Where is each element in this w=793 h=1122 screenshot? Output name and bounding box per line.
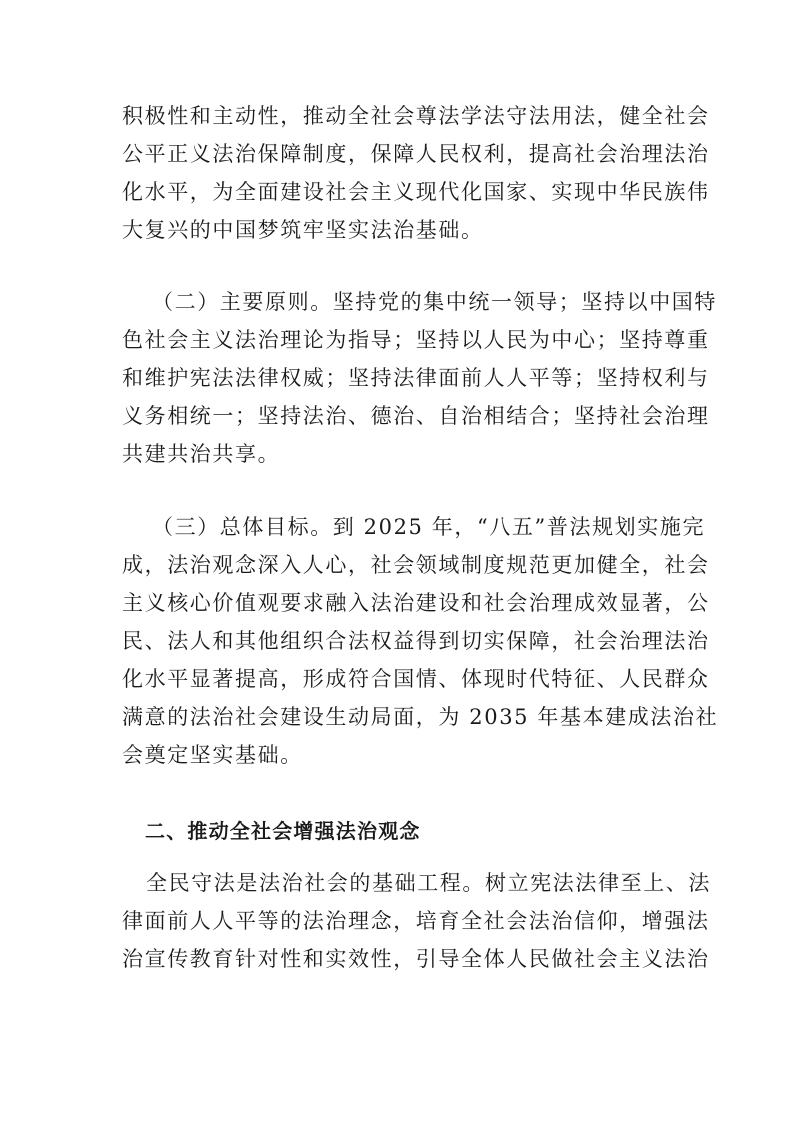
paragraph-intro-continuation bbox=[122, 97, 710, 249]
text-line: 积极性和主动性，推动全社会尊法学法守法用法，健全社会 bbox=[122, 104, 710, 128]
text-line: 和维护宪法法律权威；坚持法律面前人人平等；坚持权利与 bbox=[122, 366, 710, 390]
text-line: 主义核心价值观要求融入法治建设和社会治理成效显著，公 bbox=[122, 591, 710, 615]
text-line: （三）总体目标。到 2025 年，“八五”普法规划实施完 bbox=[152, 515, 706, 539]
text-line: 律面前人人平等的法治理念，培育全社会法治信仰，增强法 bbox=[122, 909, 710, 933]
paragraph-main-principles bbox=[122, 283, 717, 473]
paragraph-overall-goals bbox=[122, 508, 719, 774]
text-line: 大复兴的中国梦筑牢坚实法治基础。 bbox=[122, 218, 484, 242]
text-line: 成，法治观念深入人心，社会领域制度规范更加健全，社会 bbox=[122, 553, 710, 577]
text-line: 全民守法是法治社会的基础工程。树立宪法法律至上、法 bbox=[146, 871, 711, 895]
text-line: 公平正义法治保障制度，保障人民权利，提高社会治理法治 bbox=[122, 142, 710, 166]
text-line: 满意的法治社会建设生动局面，为 2035 年基本建成法治社 bbox=[122, 705, 719, 729]
text-line: 治宣传教育针对性和实效性，引导全体人民做社会主义法治 bbox=[122, 947, 710, 971]
paragraph-section-two bbox=[122, 864, 711, 978]
text-line: 化水平显著提高，形成符合国情、体现时代特征、人民群众 bbox=[122, 667, 710, 691]
text-line: （二）主要原则。坚持党的集中统一领导；坚持以中国特 bbox=[152, 290, 717, 314]
text-line: 化水平，为全面建设社会主义现代化国家、实现中华民族伟 bbox=[122, 180, 710, 204]
text-line: 共建共治共享。 bbox=[122, 442, 281, 466]
text-line: 义务相统一；坚持法治、德治、自治相结合；坚持社会治理 bbox=[122, 404, 710, 428]
section-heading: 二、推动全社会增强法治观念 bbox=[145, 819, 421, 843]
text-line: 民、法人和其他组织合法权益得到切实保障，社会治理法治 bbox=[122, 629, 710, 653]
text-line: 会奠定坚实基础。 bbox=[122, 743, 303, 767]
text-line: 色社会主义法治理论为指导；坚持以人民为中心；坚持尊重 bbox=[122, 328, 710, 352]
